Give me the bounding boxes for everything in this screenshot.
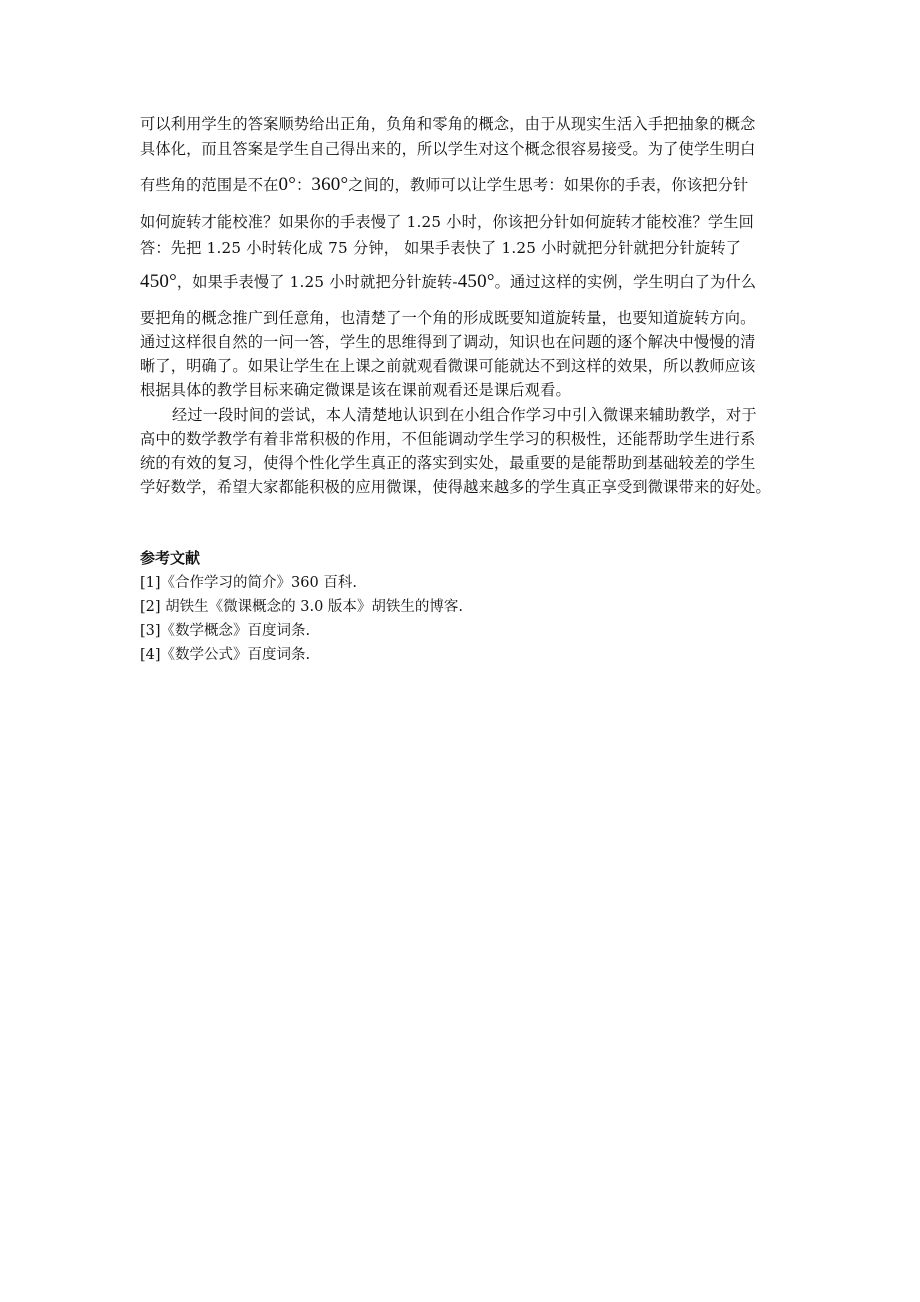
- paragraph-line: 可以利用学生的答案顺势给出正角，负角和零角的概念，由于从现实生活入手把抽象的概念: [140, 115, 756, 133]
- reference-item: [4]《数学公式》百度词条.: [140, 647, 311, 663]
- math-expression: 0°: [278, 174, 296, 195]
- paragraph-line: [140, 175, 780, 195]
- text-run: ，如果手表慢了 1.25 小时就把分针旋转-: [176, 273, 458, 291]
- paragraph-line: 统的有效的复习，使得个性化学生真正的落实到实处，最重要的是能帮助到基础较差的学生: [140, 454, 756, 472]
- paragraph-line: 根据具体的教学目标来确定微课是该在课前观看还是课后观看。: [140, 381, 571, 399]
- paragraph-line: 答：先把 1.25 小时转化成 75 分钟， 如果手表快了 1.25 小时就把分针就把分针旋转了: [140, 239, 742, 257]
- text-run: ：: [296, 176, 312, 194]
- references-heading: 参考文献: [140, 549, 201, 567]
- paragraph-line: [140, 272, 780, 292]
- math-expression: 450°: [140, 271, 177, 292]
- paragraph-line: 学好数学，希望大家都能积极的应用微课，使得越来越多的学生真正享受到微课带来的好处。: [140, 478, 771, 496]
- paragraph-line: 如何旋转才能校准？如果你的手表慢了 1.25 小时，你该把分针如何旋转才能校准？学生回: [140, 213, 755, 231]
- paragraph-line: 晰了，明确了。如果让学生在上课之前就观看微课可能就达不到这样的效果，所以教师应该: [140, 357, 756, 375]
- text-run: 之间的，教师可以让学生思考：如果你的手表，你该把分针: [348, 176, 749, 194]
- paragraph-line: 具体化，而且答案是学生自己得出来的，所以学生对这个概念很容易接受。为了使学生明白: [140, 140, 756, 158]
- math-expression: 360°: [311, 174, 349, 195]
- text-run: 有些角的范围是不在: [140, 176, 279, 194]
- paragraph-line: 经过一段时间的尝试，本人清楚地认识到在小组合作学习中引入微课来辅助教学，对于: [172, 406, 757, 424]
- text-run: 。通过这样的实例，学生明白了为什么: [494, 273, 757, 291]
- paragraph-line: 要把角的概念推广到任意角，也清楚了一个角的形成既要知道旋转量，也要知道旋转方向。: [140, 309, 756, 327]
- reference-item: [1]《合作学习的简介》360 百科.: [140, 575, 357, 591]
- math-expression: 450°: [457, 271, 495, 292]
- reference-item: [2] 胡铁生《微课概念的 3.0 版本》胡铁生的博客.: [140, 599, 464, 615]
- paragraph-line: 高中的数学教学有着非常积极的作用，不但能调动学生学习的积极性，还能帮助学生进行系: [140, 430, 756, 448]
- reference-item: [3]《数学概念》百度词条.: [140, 623, 311, 639]
- paragraph-line: 通过这样很自然的一问一答，学生的思维得到了调动，知识也在问题的逐个解决中慢慢的清: [140, 333, 756, 351]
